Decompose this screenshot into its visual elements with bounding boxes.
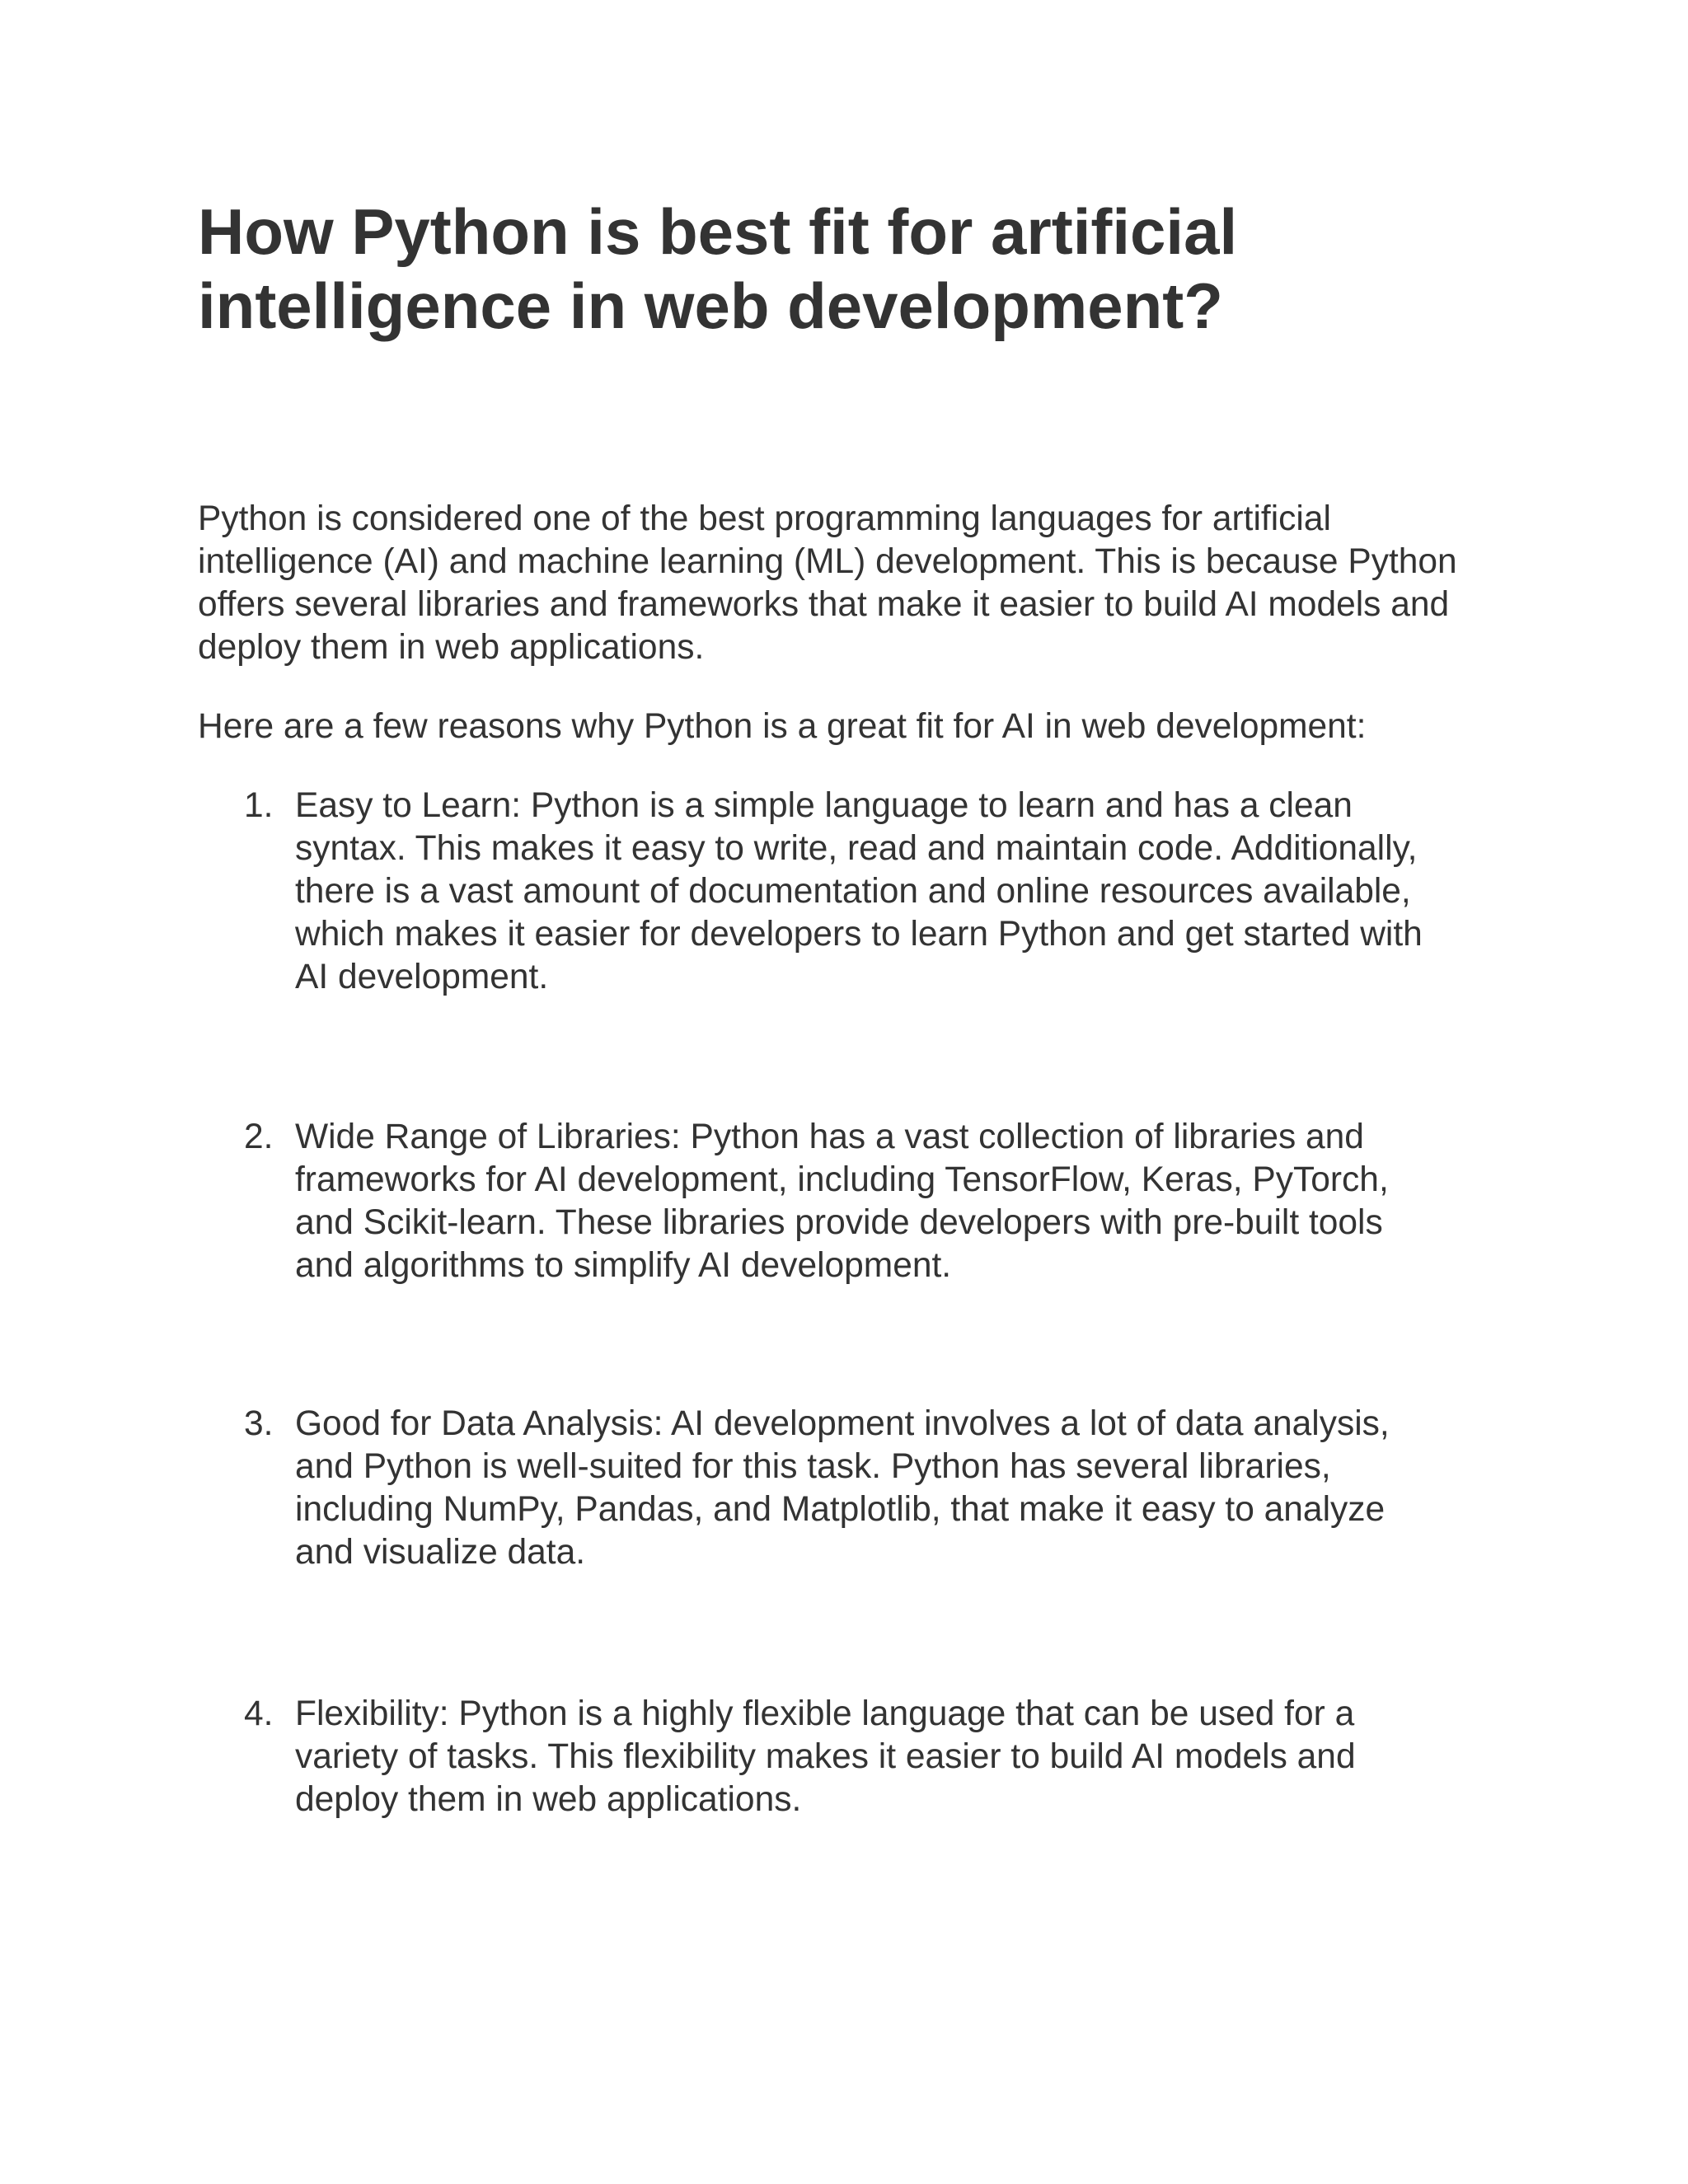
- list-item-text: Flexibility: Python is a highly flexible language that can be used for a variety of tasks. This flexibility makes it easier to build AI models and deploy them in web applications.: [295, 1694, 1356, 1819]
- list-lead-paragraph: Here are a few reasons why Python is a great fit for AI in web development:: [198, 707, 1367, 746]
- list-item-number: 3.: [244, 1404, 274, 1443]
- list-item-number: 2.: [244, 1118, 274, 1156]
- list-item-number: 1.: [244, 786, 274, 825]
- list-item-number: 4.: [244, 1694, 274, 1733]
- list-item-text: Wide Range of Libraries: Python has a vast collection of libraries and frameworks for AI development, including TensorFlow, Keras, PyTorch, and Scikit-learn. These libraries provide developers with pre-built tools and algorithms to simplify AI development.: [295, 1118, 1389, 1285]
- list-item-text: Good for Data Analysis: AI development involves a lot of data analysis, and Python is well-suited for this task. Python has several libraries, including NumPy, Pandas, and Matplotlib, that make it easy to analyze and visualize data.: [295, 1404, 1390, 1572]
- intro-paragraph: Python is considered one of the best programming languages for artificial intelligence (AI) and machine learning (ML) development. This is because Python offers several libraries and frameworks that make it easier to build AI models and deploy them in web applications.: [198, 499, 1457, 667]
- page-title: How Python is best fit for artificial intelligence in web development?: [198, 195, 1238, 342]
- list-item-text: Easy to Learn: Python is a simple language to learn and has a clean syntax. This makes it easy to write, read and maintain code. Additionally, there is a vast amount of documentation and online resources available, which makes it easier for developers to learn Python and get started with AI development.: [295, 786, 1423, 996]
